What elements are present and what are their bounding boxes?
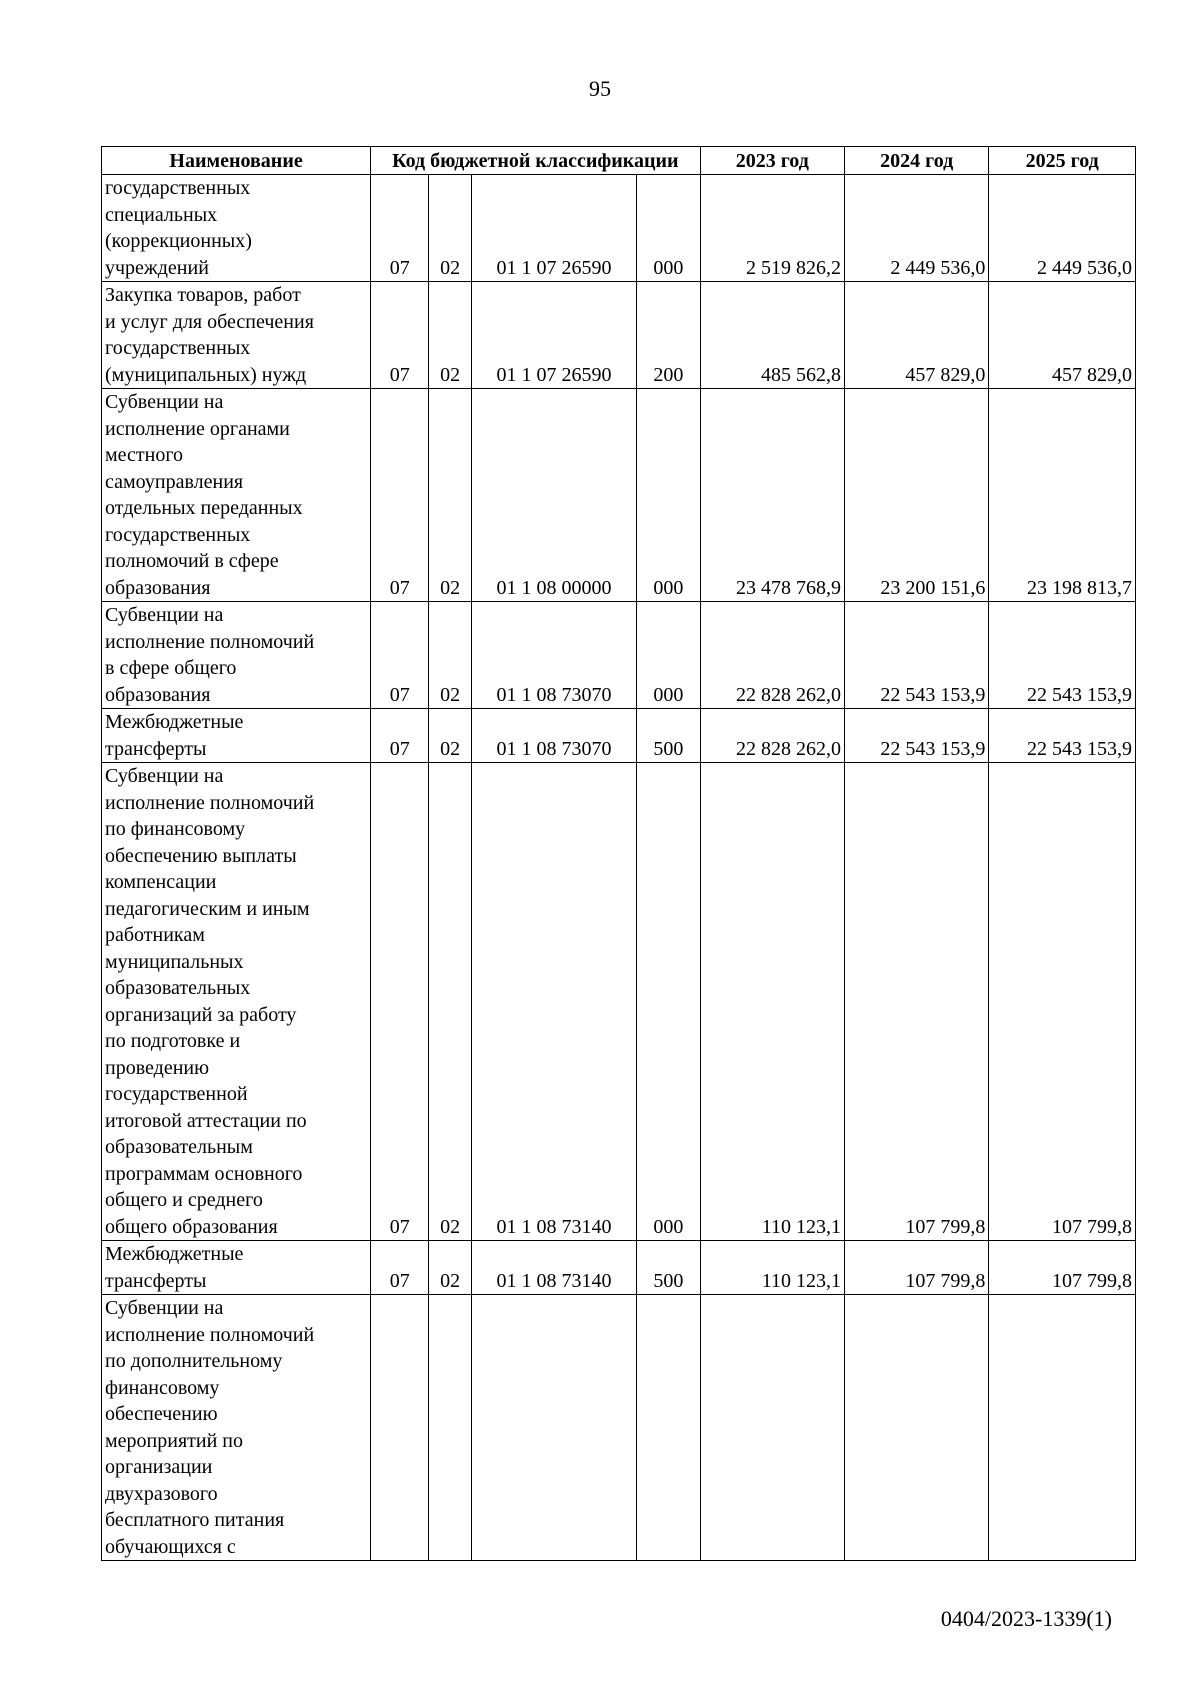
cell-target-code: 01 1 07 26590 [471,175,636,282]
cell-amount-2023: 110 123,1 [700,763,844,1241]
cell-subsection: 02 [429,602,472,709]
table-row [102,175,1136,282]
header-code: Код бюджетной классификации [371,147,700,175]
cell-expense-type [637,1295,700,1561]
cell-name: Закупка товаров, работ и услуг для обеспечения государственных (муниципальных) нужд [102,282,371,389]
cell-amount-2025: 107 799,8 [989,1241,1136,1295]
cell-section [371,1295,429,1561]
cell-name: Субвенции на исполнение полномочий по финансовому обеспечению выплаты компенсации педагогическим и иным работникам муниципальных образовательных организаций за работу по подготовке и проведению государственной итоговой аттестации по образовательным программам основного общего и среднего общего образования [102,763,371,1241]
table-row [102,602,1136,709]
cell-subsection [429,1295,472,1561]
table-header-row [102,147,1136,175]
cell-expense-type: 500 [637,1241,700,1295]
cell-expense-type: 000 [637,602,700,709]
cell-subsection: 02 [429,763,472,1241]
cell-section: 07 [371,1241,429,1295]
cell-name: Субвенции на исполнение полномочий в сфере общего образования [102,602,371,709]
cell-amount-2023: 110 123,1 [700,1241,844,1295]
cell-amount-2025: 22 543 153,9 [989,602,1136,709]
cell-amount-2024: 457 829,0 [844,282,988,389]
header-year-2023: 2023 год [700,147,844,175]
document-id: 0404/2023-1339(1) [940,1606,1112,1631]
cell-expense-type: 000 [637,175,700,282]
cell-target-code: 01 1 08 00000 [471,389,636,602]
header-year-2025: 2025 год [989,147,1136,175]
cell-section: 07 [371,602,429,709]
cell-name: государственных специальных (коррекционных) учреждений [102,175,371,282]
table-row [102,389,1136,602]
cell-amount-2025: 457 829,0 [989,282,1136,389]
cell-subsection: 02 [429,709,472,763]
header-name: Наименование [102,147,371,175]
cell-expense-type: 200 [637,282,700,389]
table-body [102,175,1136,1561]
cell-amount-2023: 22 828 262,0 [700,602,844,709]
cell-amount-2023 [700,1295,844,1561]
cell-section: 07 [371,763,429,1241]
cell-amount-2024: 23 200 151,6 [844,389,988,602]
cell-amount-2023: 2 519 826,2 [700,175,844,282]
cell-expense-type: 000 [637,763,700,1241]
table-row [102,763,1136,1241]
cell-amount-2025: 22 543 153,9 [989,709,1136,763]
cell-amount-2024 [844,1295,988,1561]
cell-expense-type: 500 [637,709,700,763]
cell-section: 07 [371,709,429,763]
cell-amount-2025 [989,1295,1136,1561]
table-row [102,709,1136,763]
cell-target-code: 01 1 08 73070 [471,602,636,709]
cell-amount-2023: 22 828 262,0 [700,709,844,763]
cell-amount-2025: 23 198 813,7 [989,389,1136,602]
cell-subsection: 02 [429,282,472,389]
cell-target-code: 01 1 07 26590 [471,282,636,389]
cell-target-code: 01 1 08 73140 [471,763,636,1241]
cell-expense-type: 000 [637,389,700,602]
page-number: 95 [589,76,611,101]
cell-name: Межбюджетные трансферты [102,1241,371,1295]
table-row [102,1295,1136,1561]
cell-amount-2025: 2 449 536,0 [989,175,1136,282]
cell-name: Субвенции на исполнение органами местного самоуправления отдельных переданных государственных полномочий в сфере образования [102,389,371,602]
budget-table [101,146,1136,1561]
cell-name: Субвенции на исполнение полномочий по дополнительному финансовому обеспечению мероприятий по организации двухразового бесплатного питания обучающихся с [102,1295,371,1561]
cell-amount-2024: 22 543 153,9 [844,602,988,709]
cell-amount-2024: 107 799,8 [844,763,988,1241]
cell-subsection: 02 [429,175,472,282]
cell-target-code: 01 1 08 73140 [471,1241,636,1295]
header-year-2024: 2024 год [844,147,988,175]
cell-amount-2025: 107 799,8 [989,763,1136,1241]
cell-subsection: 02 [429,389,472,602]
cell-section: 07 [371,389,429,602]
table-row [102,282,1136,389]
cell-amount-2024: 107 799,8 [844,1241,988,1295]
cell-subsection: 02 [429,1241,472,1295]
cell-section: 07 [371,282,429,389]
cell-amount-2023: 23 478 768,9 [700,389,844,602]
cell-target-code [471,1295,636,1561]
cell-amount-2024: 22 543 153,9 [844,709,988,763]
cell-amount-2024: 2 449 536,0 [844,175,988,282]
cell-target-code: 01 1 08 73070 [471,709,636,763]
cell-section: 07 [371,175,429,282]
table-row [102,1241,1136,1295]
cell-amount-2023: 485 562,8 [700,282,844,389]
cell-name: Межбюджетные трансферты [102,709,371,763]
